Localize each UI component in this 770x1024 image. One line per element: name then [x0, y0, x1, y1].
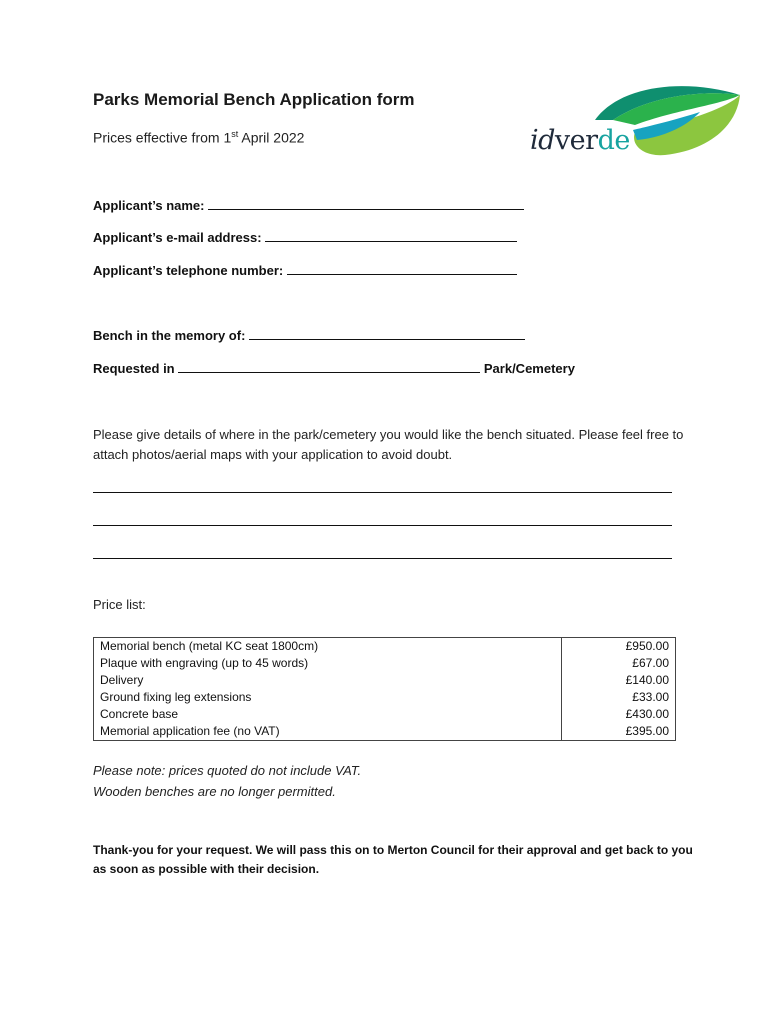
price-values-cell [562, 638, 676, 741]
price-item-value: £950.00 [625, 639, 669, 653]
requested-park-field[interactable]: Requested in Park/Cemetery [93, 361, 575, 376]
idverde-wordmark: idverde [530, 125, 630, 156]
applicant-email-field[interactable]: Applicant’s e-mail address: [93, 230, 517, 245]
price-item-desc: Ground fixing leg extensions [100, 690, 252, 704]
price-item-value: £140.00 [625, 673, 669, 687]
price-list-label: Price list: [93, 597, 146, 612]
price-item-value: £430.00 [625, 707, 669, 721]
applicant-phone-field[interactable]: Applicant’s telephone number: [93, 263, 517, 278]
location-answer-line-1[interactable] [93, 492, 672, 493]
applicant-phone-line[interactable] [287, 273, 517, 275]
applicant-name-field[interactable]: Applicant’s name: [93, 198, 524, 213]
wooden-bench-note: Wooden benches are no longer permitted. [93, 784, 336, 799]
thank-you-message: Thank-you for your request. We will pass this on to Merton Council for their approval and get back to you as soon as possible with their decision. [93, 843, 693, 876]
page-title: Parks Memorial Bench Application form [93, 90, 415, 109]
bench-memory-field[interactable]: Bench in the memory of: [93, 328, 525, 343]
price-item-desc: Concrete base [100, 707, 179, 721]
bench-memory-line[interactable] [249, 338, 525, 340]
price-item-desc: Delivery [100, 673, 144, 687]
applicant-email-line[interactable] [265, 240, 517, 242]
location-answer-line-2[interactable] [93, 525, 672, 526]
applicant-name-line[interactable] [208, 208, 524, 210]
vat-note: Please note: prices quoted do not include VAT. [93, 763, 362, 778]
location-answer-line-3[interactable] [93, 558, 672, 559]
price-list-table [93, 637, 676, 741]
price-item-desc: Memorial application fee (no VAT) [100, 724, 280, 738]
price-notes [93, 760, 361, 802]
price-item-desc: Memorial bench (metal KC seat 1800cm) [100, 639, 319, 653]
price-item-value: £67.00 [632, 656, 669, 670]
price-descriptions-cell [94, 638, 562, 741]
prices-effective-date: Prices effective from 1st April 2022 [93, 129, 305, 146]
price-item-desc: Plaque with engraving (up to 45 words) [100, 656, 309, 670]
price-item-value: £33.00 [632, 690, 669, 704]
requested-park-line[interactable] [178, 371, 480, 373]
price-item-value: £395.00 [625, 724, 669, 738]
location-details-instructions: Please give details of where in the park/cemetery you would like the bench situated. Please feel free to attach photos/aerial maps with your application to avoid doubt. [93, 427, 684, 462]
